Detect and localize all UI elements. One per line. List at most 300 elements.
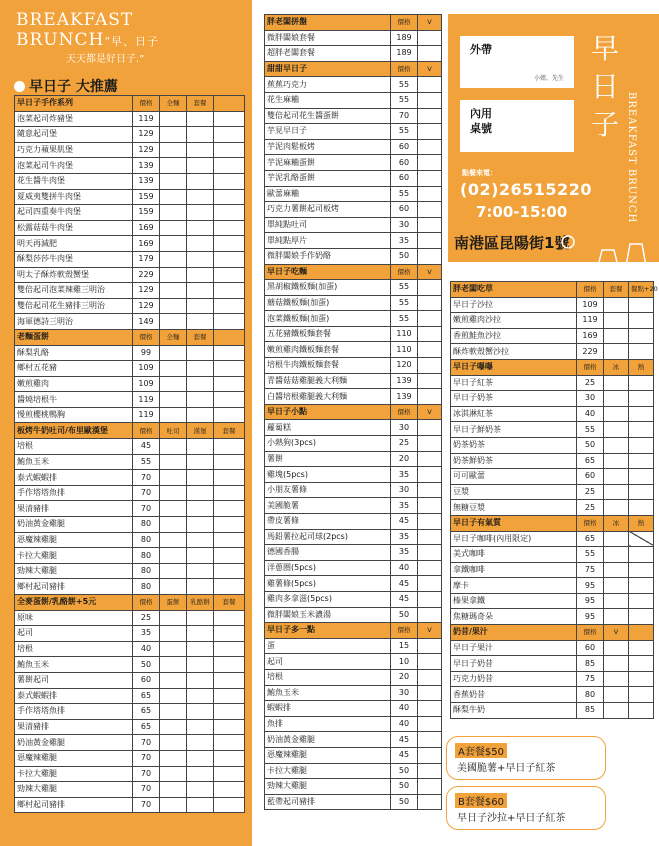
menu-item-row[interactable] <box>451 297 654 313</box>
order-checkbox-cell[interactable] <box>160 189 187 205</box>
menu-item-row[interactable] <box>451 313 654 329</box>
order-checkbox-cell[interactable] <box>604 453 629 469</box>
phone-number[interactable]: (02)26515220 <box>460 180 592 199</box>
order-checkbox-cell[interactable] <box>629 375 654 391</box>
order-checkbox-cell[interactable] <box>187 517 214 533</box>
order-checkbox-cell[interactable] <box>160 111 187 127</box>
order-checkbox-cell[interactable] <box>214 704 245 720</box>
order-checkbox-cell[interactable] <box>629 344 654 360</box>
menu-item-row[interactable] <box>265 108 442 124</box>
menu-item-row[interactable] <box>15 579 245 595</box>
order-checkbox-cell[interactable] <box>418 92 442 108</box>
menu-item-row[interactable] <box>265 170 442 186</box>
menu-item-row[interactable] <box>15 236 245 252</box>
menu-item-row[interactable] <box>265 467 442 483</box>
menu-item-row[interactable] <box>15 641 245 657</box>
menu-item-row[interactable] <box>15 548 245 564</box>
menu-item-row[interactable] <box>265 779 442 795</box>
menu-item-row[interactable] <box>265 342 442 358</box>
order-checkbox-cell[interactable] <box>214 517 245 533</box>
order-checkbox-cell[interactable] <box>214 657 245 673</box>
menu-item-row[interactable] <box>15 205 245 221</box>
menu-item-row[interactable] <box>265 560 442 576</box>
order-checkbox-cell[interactable] <box>160 470 187 486</box>
menu-item-row[interactable] <box>15 750 245 766</box>
order-checkbox-cell[interactable] <box>214 735 245 751</box>
order-checkbox-cell[interactable] <box>214 470 245 486</box>
order-checkbox-cell[interactable] <box>629 671 654 687</box>
order-checkbox-cell[interactable] <box>160 501 187 517</box>
order-checkbox-cell[interactable] <box>160 158 187 174</box>
order-checkbox-cell[interactable] <box>214 688 245 704</box>
order-checkbox-cell[interactable] <box>604 500 629 516</box>
order-checkbox-cell[interactable] <box>629 640 654 656</box>
order-checkbox-cell[interactable] <box>160 548 187 564</box>
order-checkbox-cell[interactable] <box>214 142 245 158</box>
order-checkbox-cell[interactable] <box>604 578 629 594</box>
order-checkbox-cell[interactable] <box>160 704 187 720</box>
order-checkbox-cell[interactable] <box>187 797 214 813</box>
order-checkbox-cell[interactable] <box>214 392 245 408</box>
menu-item-row[interactable] <box>15 719 245 735</box>
order-checkbox-cell[interactable] <box>214 220 245 236</box>
order-checkbox-cell[interactable] <box>187 267 214 283</box>
order-checkbox-cell[interactable] <box>418 248 442 264</box>
menu-item-row[interactable] <box>15 111 245 127</box>
menu-item-row[interactable] <box>15 470 245 486</box>
order-checkbox-cell[interactable] <box>418 638 442 654</box>
order-checkbox-cell[interactable] <box>160 173 187 189</box>
order-checkbox-cell[interactable] <box>187 750 214 766</box>
order-checkbox-cell[interactable] <box>187 283 214 299</box>
menu-item-row[interactable] <box>265 794 442 810</box>
order-checkbox-cell[interactable] <box>160 314 187 330</box>
order-checkbox-cell[interactable] <box>160 735 187 751</box>
order-checkbox-cell[interactable] <box>418 77 442 93</box>
menu-item-row[interactable] <box>265 295 442 311</box>
order-checkbox-cell[interactable] <box>214 610 245 626</box>
order-checkbox-cell[interactable] <box>160 797 187 813</box>
order-checkbox-cell[interactable] <box>214 314 245 330</box>
order-checkbox-cell[interactable] <box>629 703 654 719</box>
combo-a[interactable] <box>446 736 606 780</box>
order-checkbox-cell[interactable] <box>187 158 214 174</box>
menu-item-row[interactable] <box>15 657 245 673</box>
menu-item-row[interactable] <box>265 685 442 701</box>
order-checkbox-cell[interactable] <box>187 173 214 189</box>
order-checkbox-cell[interactable] <box>187 361 214 377</box>
order-checkbox-cell[interactable] <box>214 407 245 423</box>
menu-item-row[interactable] <box>451 328 654 344</box>
menu-item-row[interactable] <box>265 217 442 233</box>
order-checkbox-cell[interactable] <box>160 361 187 377</box>
menu-item-row[interactable] <box>265 482 442 498</box>
menu-item-row[interactable] <box>15 220 245 236</box>
order-checkbox-cell[interactable] <box>418 482 442 498</box>
order-checkbox-cell[interactable] <box>160 766 187 782</box>
order-checkbox-cell[interactable] <box>604 328 629 344</box>
order-checkbox-cell[interactable] <box>187 501 214 517</box>
order-checkbox-cell[interactable] <box>214 782 245 798</box>
order-checkbox-cell[interactable] <box>418 498 442 514</box>
order-checkbox-cell[interactable] <box>418 155 442 171</box>
order-checkbox-cell[interactable] <box>160 267 187 283</box>
order-checkbox-cell[interactable] <box>418 747 442 763</box>
menu-item-row[interactable] <box>265 669 442 685</box>
menu-item-row[interactable] <box>265 763 442 779</box>
order-checkbox-cell[interactable] <box>418 560 442 576</box>
menu-item-row[interactable] <box>15 610 245 626</box>
order-checkbox-cell[interactable] <box>418 139 442 155</box>
order-checkbox-cell[interactable] <box>214 485 245 501</box>
order-checkbox-cell[interactable] <box>160 485 187 501</box>
order-checkbox-cell[interactable] <box>214 111 245 127</box>
menu-item-row[interactable] <box>451 547 654 563</box>
menu-item-row[interactable] <box>15 672 245 688</box>
order-checkbox-cell[interactable] <box>418 326 442 342</box>
menu-item-row[interactable] <box>15 517 245 533</box>
menu-item-row[interactable] <box>15 158 245 174</box>
order-checkbox-cell[interactable] <box>187 376 214 392</box>
order-checkbox-cell[interactable] <box>187 563 214 579</box>
menu-item-row[interactable] <box>15 532 245 548</box>
order-checkbox-cell[interactable] <box>160 657 187 673</box>
order-checkbox-cell[interactable] <box>604 671 629 687</box>
menu-item-row[interactable] <box>265 545 442 561</box>
menu-item-row[interactable] <box>265 514 442 530</box>
menu-item-row[interactable] <box>15 314 245 330</box>
order-checkbox-cell[interactable] <box>604 391 629 407</box>
order-checkbox-cell[interactable] <box>418 30 442 46</box>
order-checkbox-cell[interactable] <box>160 251 187 267</box>
order-checkbox-cell[interactable] <box>160 641 187 657</box>
menu-item-row[interactable] <box>265 607 442 623</box>
menu-item-row[interactable] <box>265 124 442 140</box>
menu-item-row[interactable] <box>15 439 245 455</box>
order-checkbox-cell[interactable] <box>214 361 245 377</box>
order-checkbox-cell[interactable] <box>160 236 187 252</box>
order-checkbox-cell[interactable] <box>418 389 442 405</box>
menu-item-row[interactable] <box>265 389 442 405</box>
menu-item-row[interactable] <box>15 127 245 143</box>
order-checkbox-cell[interactable] <box>187 142 214 158</box>
menu-item-row[interactable] <box>451 344 654 360</box>
menu-item-row[interactable] <box>265 716 442 732</box>
order-checkbox-cell[interactable] <box>160 298 187 314</box>
order-checkbox-cell[interactable] <box>418 576 442 592</box>
menu-item-row[interactable] <box>265 155 442 171</box>
order-checkbox-cell[interactable] <box>160 563 187 579</box>
order-checkbox-cell[interactable] <box>418 373 442 389</box>
order-checkbox-cell[interactable] <box>187 735 214 751</box>
order-checkbox-cell[interactable] <box>604 422 629 438</box>
menu-item-row[interactable] <box>451 531 654 547</box>
order-checkbox-cell[interactable] <box>604 609 629 625</box>
menu-item-row[interactable] <box>15 688 245 704</box>
order-checkbox-cell[interactable] <box>214 563 245 579</box>
order-checkbox-cell[interactable] <box>418 342 442 358</box>
order-checkbox-cell[interactable] <box>214 797 245 813</box>
order-checkbox-cell[interactable] <box>604 656 629 672</box>
order-checkbox-cell[interactable] <box>214 267 245 283</box>
order-checkbox-cell[interactable] <box>214 454 245 470</box>
menu-item-row[interactable] <box>15 376 245 392</box>
order-checkbox-cell[interactable] <box>418 779 442 795</box>
order-checkbox-cell[interactable] <box>629 609 654 625</box>
order-checkbox-cell[interactable] <box>418 716 442 732</box>
menu-item-row[interactable] <box>451 687 654 703</box>
menu-item-row[interactable] <box>451 640 654 656</box>
order-checkbox-cell[interactable] <box>214 626 245 642</box>
order-checkbox-cell[interactable] <box>187 626 214 642</box>
order-checkbox-cell[interactable] <box>214 251 245 267</box>
order-checkbox-cell[interactable] <box>160 610 187 626</box>
order-checkbox-cell[interactable] <box>187 641 214 657</box>
order-checkbox-cell[interactable] <box>187 314 214 330</box>
menu-item-row[interactable] <box>265 280 442 296</box>
order-checkbox-cell[interactable] <box>418 108 442 124</box>
order-checkbox-cell[interactable] <box>214 158 245 174</box>
order-checkbox-cell[interactable] <box>160 672 187 688</box>
menu-item-row[interactable] <box>265 529 442 545</box>
order-checkbox-cell[interactable] <box>214 532 245 548</box>
menu-item-row[interactable] <box>15 298 245 314</box>
order-checkbox-cell[interactable] <box>418 685 442 701</box>
menu-item-row[interactable] <box>451 593 654 609</box>
menu-item-row[interactable] <box>451 422 654 438</box>
order-checkbox-cell[interactable] <box>418 607 442 623</box>
menu-item-row[interactable] <box>265 747 442 763</box>
order-checkbox-cell[interactable] <box>214 750 245 766</box>
order-checkbox-cell[interactable] <box>604 313 629 329</box>
order-checkbox-cell[interactable] <box>214 719 245 735</box>
menu-item-row[interactable] <box>451 391 654 407</box>
menu-item-row[interactable] <box>265 233 442 249</box>
menu-item-row[interactable] <box>451 406 654 422</box>
menu-item-row[interactable] <box>15 345 245 361</box>
order-checkbox-cell[interactable] <box>629 453 654 469</box>
order-checkbox-cell[interactable] <box>604 640 629 656</box>
order-checkbox-cell[interactable] <box>604 687 629 703</box>
order-checkbox-cell[interactable] <box>160 439 187 455</box>
order-checkbox-cell[interactable] <box>629 469 654 485</box>
order-checkbox-cell[interactable] <box>187 298 214 314</box>
menu-item-row[interactable] <box>15 797 245 813</box>
order-checkbox-cell[interactable] <box>187 127 214 143</box>
menu-item-row[interactable] <box>451 656 654 672</box>
order-checkbox-cell[interactable] <box>418 358 442 374</box>
order-checkbox-cell[interactable] <box>418 701 442 717</box>
menu-item-row[interactable] <box>15 454 245 470</box>
order-checkbox-cell[interactable] <box>187 111 214 127</box>
order-checkbox-cell[interactable] <box>187 766 214 782</box>
order-checkbox-cell[interactable] <box>418 186 442 202</box>
order-checkbox-cell[interactable] <box>629 531 654 547</box>
menu-item-row[interactable] <box>451 671 654 687</box>
order-checkbox-cell[interactable] <box>187 532 214 548</box>
order-checkbox-cell[interactable] <box>214 189 245 205</box>
order-checkbox-cell[interactable] <box>629 687 654 703</box>
menu-item-row[interactable] <box>15 782 245 798</box>
order-checkbox-cell[interactable] <box>418 233 442 249</box>
menu-item-row[interactable] <box>451 469 654 485</box>
menu-item-row[interactable] <box>451 609 654 625</box>
order-checkbox-cell[interactable] <box>629 656 654 672</box>
order-checkbox-cell[interactable] <box>160 579 187 595</box>
order-checkbox-cell[interactable] <box>160 688 187 704</box>
order-checkbox-cell[interactable] <box>160 750 187 766</box>
order-checkbox-cell[interactable] <box>418 732 442 748</box>
menu-item-row[interactable] <box>265 202 442 218</box>
menu-item-row[interactable] <box>15 626 245 642</box>
menu-item-row[interactable] <box>265 77 442 93</box>
order-checkbox-cell[interactable] <box>629 406 654 422</box>
menu-item-row[interactable] <box>15 501 245 517</box>
menu-item-row[interactable] <box>265 139 442 155</box>
order-checkbox-cell[interactable] <box>418 295 442 311</box>
order-checkbox-cell[interactable] <box>160 205 187 221</box>
order-checkbox-cell[interactable] <box>604 484 629 500</box>
menu-item-row[interactable] <box>451 437 654 453</box>
order-checkbox-cell[interactable] <box>160 407 187 423</box>
menu-item-row[interactable] <box>265 326 442 342</box>
order-checkbox-cell[interactable] <box>418 124 442 140</box>
order-checkbox-cell[interactable] <box>214 236 245 252</box>
order-checkbox-cell[interactable] <box>187 220 214 236</box>
order-checkbox-cell[interactable] <box>418 46 442 62</box>
takeout-box[interactable] <box>460 36 574 88</box>
order-checkbox-cell[interactable] <box>160 517 187 533</box>
order-checkbox-cell[interactable] <box>187 189 214 205</box>
menu-item-row[interactable] <box>15 485 245 501</box>
order-checkbox-cell[interactable] <box>418 529 442 545</box>
order-checkbox-cell[interactable] <box>629 562 654 578</box>
menu-item-row[interactable] <box>15 392 245 408</box>
order-checkbox-cell[interactable] <box>418 420 442 436</box>
order-checkbox-cell[interactable] <box>187 392 214 408</box>
order-checkbox-cell[interactable] <box>604 344 629 360</box>
order-checkbox-cell[interactable] <box>604 297 629 313</box>
order-checkbox-cell[interactable] <box>160 782 187 798</box>
order-checkbox-cell[interactable] <box>187 251 214 267</box>
order-checkbox-cell[interactable] <box>214 579 245 595</box>
order-checkbox-cell[interactable] <box>160 626 187 642</box>
menu-item-row[interactable] <box>265 248 442 264</box>
order-checkbox-cell[interactable] <box>629 297 654 313</box>
order-checkbox-cell[interactable] <box>629 391 654 407</box>
order-checkbox-cell[interactable] <box>187 579 214 595</box>
menu-item-row[interactable] <box>265 576 442 592</box>
order-checkbox-cell[interactable] <box>160 283 187 299</box>
order-checkbox-cell[interactable] <box>629 437 654 453</box>
order-checkbox-cell[interactable] <box>160 142 187 158</box>
order-checkbox-cell[interactable] <box>187 454 214 470</box>
order-checkbox-cell[interactable] <box>187 345 214 361</box>
menu-item-row[interactable] <box>265 358 442 374</box>
order-checkbox-cell[interactable] <box>418 545 442 561</box>
order-checkbox-cell[interactable] <box>187 610 214 626</box>
menu-item-row[interactable] <box>15 267 245 283</box>
menu-item-row[interactable] <box>265 654 442 670</box>
order-checkbox-cell[interactable] <box>160 532 187 548</box>
order-checkbox-cell[interactable] <box>187 470 214 486</box>
order-checkbox-cell[interactable] <box>604 469 629 485</box>
order-checkbox-cell[interactable] <box>418 467 442 483</box>
order-checkbox-cell[interactable] <box>160 454 187 470</box>
menu-item-row[interactable] <box>265 420 442 436</box>
order-checkbox-cell[interactable] <box>214 345 245 361</box>
order-checkbox-cell[interactable] <box>629 578 654 594</box>
menu-item-row[interactable] <box>265 46 442 62</box>
order-checkbox-cell[interactable] <box>214 173 245 189</box>
menu-item-row[interactable] <box>265 186 442 202</box>
menu-item-row[interactable] <box>451 578 654 594</box>
order-checkbox-cell[interactable] <box>604 531 629 547</box>
menu-item-row[interactable] <box>15 283 245 299</box>
order-checkbox-cell[interactable] <box>604 593 629 609</box>
order-checkbox-cell[interactable] <box>187 782 214 798</box>
order-checkbox-cell[interactable] <box>629 484 654 500</box>
order-checkbox-cell[interactable] <box>629 500 654 516</box>
menu-item-row[interactable] <box>451 703 654 719</box>
order-checkbox-cell[interactable] <box>214 766 245 782</box>
menu-item-row[interactable] <box>15 173 245 189</box>
menu-item-row[interactable] <box>265 30 442 46</box>
order-checkbox-cell[interactable] <box>418 591 442 607</box>
menu-item-row[interactable] <box>265 311 442 327</box>
order-checkbox-cell[interactable] <box>418 654 442 670</box>
order-checkbox-cell[interactable] <box>604 437 629 453</box>
menu-item-row[interactable] <box>265 591 442 607</box>
menu-item-row[interactable] <box>265 498 442 514</box>
menu-item-row[interactable] <box>15 563 245 579</box>
menu-item-row[interactable] <box>15 251 245 267</box>
order-checkbox-cell[interactable] <box>418 280 442 296</box>
order-checkbox-cell[interactable] <box>187 688 214 704</box>
order-checkbox-cell[interactable] <box>604 406 629 422</box>
order-checkbox-cell[interactable] <box>629 422 654 438</box>
order-checkbox-cell[interactable] <box>187 485 214 501</box>
order-checkbox-cell[interactable] <box>160 719 187 735</box>
order-checkbox-cell[interactable] <box>160 376 187 392</box>
order-checkbox-cell[interactable] <box>160 220 187 236</box>
menu-item-row[interactable] <box>451 484 654 500</box>
order-checkbox-cell[interactable] <box>418 794 442 810</box>
order-checkbox-cell[interactable] <box>187 205 214 221</box>
menu-item-row[interactable] <box>265 451 442 467</box>
order-checkbox-cell[interactable] <box>629 547 654 563</box>
order-checkbox-cell[interactable] <box>187 719 214 735</box>
menu-item-row[interactable] <box>265 638 442 654</box>
order-checkbox-cell[interactable] <box>160 127 187 143</box>
order-checkbox-cell[interactable] <box>214 672 245 688</box>
order-checkbox-cell[interactable] <box>160 392 187 408</box>
menu-item-row[interactable] <box>15 189 245 205</box>
order-checkbox-cell[interactable] <box>418 436 442 452</box>
order-checkbox-cell[interactable] <box>214 548 245 564</box>
order-checkbox-cell[interactable] <box>187 236 214 252</box>
order-checkbox-cell[interactable] <box>604 375 629 391</box>
menu-item-row[interactable] <box>15 766 245 782</box>
order-checkbox-cell[interactable] <box>629 313 654 329</box>
menu-item-row[interactable] <box>15 407 245 423</box>
order-checkbox-cell[interactable] <box>214 205 245 221</box>
menu-item-row[interactable] <box>265 701 442 717</box>
order-checkbox-cell[interactable] <box>214 641 245 657</box>
menu-item-row[interactable] <box>15 142 245 158</box>
order-checkbox-cell[interactable] <box>418 311 442 327</box>
menu-item-row[interactable] <box>451 562 654 578</box>
